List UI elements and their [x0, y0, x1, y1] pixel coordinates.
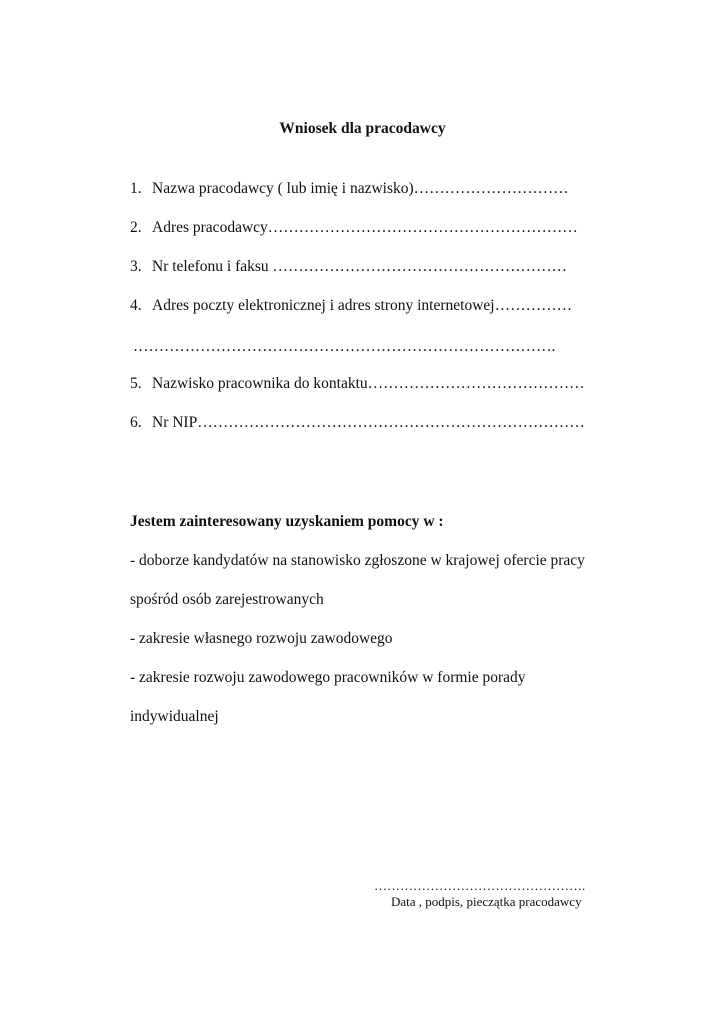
- field-email-website-continuation: ……………………………………………………………………….: [133, 338, 556, 355]
- signature-line: ………………………………………….: [374, 878, 586, 893]
- help-heading: Jestem zainteresowany uzyskaniem pomocy w :: [130, 513, 444, 530]
- field-number: 3.: [130, 258, 142, 275]
- field-label: Nazwisko pracownika do kontaktu……………………………………: [152, 375, 585, 392]
- help-option-line: - doborze kandydatów na stanowisko zgłoszone w krajowej ofercie pracy: [130, 552, 585, 569]
- field-number: 6.: [130, 414, 142, 431]
- field-employer-address: [130, 218, 578, 238]
- field-label: Nazwa pracodawcy ( lub imię i nazwisko)…………………………: [152, 180, 569, 197]
- field-phone-fax: [130, 257, 567, 277]
- field-contact-person: [130, 374, 585, 394]
- field-label: Nr telefonu i faksu …………………………………………………: [152, 258, 568, 275]
- field-number: 2.: [130, 219, 142, 236]
- field-label: Adres pracodawcy……………………………………………………: [152, 219, 578, 236]
- help-option-line: - zakresie własnego rozwoju zawodowego: [130, 630, 393, 647]
- field-number: 1.: [130, 180, 142, 197]
- field-number: 5.: [130, 375, 142, 392]
- field-email-website: [130, 296, 572, 316]
- field-employer-name: [130, 179, 569, 199]
- field-number: 4.: [130, 297, 142, 314]
- help-option-line: - zakresie rozwoju zawodowego pracowników w formie porady: [130, 669, 526, 686]
- field-label: Adres poczty elektronicznej i adres strony internetowej……………: [152, 297, 573, 314]
- field-nip: [130, 413, 585, 433]
- help-option-line: indywidualnej: [130, 708, 219, 725]
- form-title: Wniosek dla pracodawcy: [279, 120, 446, 137]
- signature-caption: Data , podpis, pieczątka pracodawcy: [391, 894, 582, 909]
- field-label: Nr NIP…………………………………………………………………: [152, 414, 585, 431]
- help-option-line: spośród osób zarejestrowanych: [130, 591, 324, 608]
